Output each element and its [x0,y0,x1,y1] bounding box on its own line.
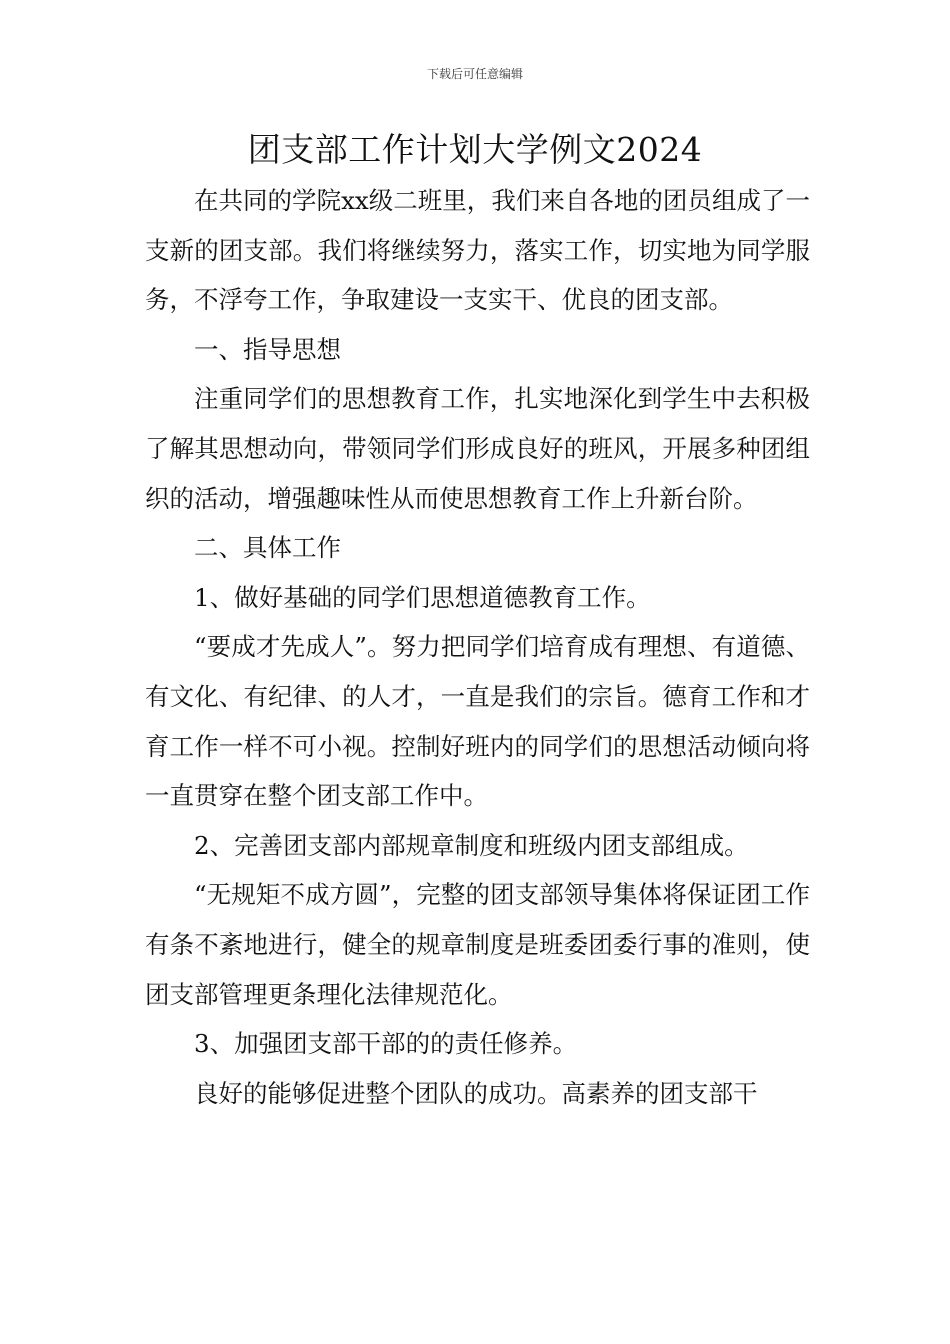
item-2-paragraph: “无规矩不成方圆”，完整的团支部领导集体将保证团工作有条不紊地进行，健全的规章制度是班委团委行事的准则，使团支部管理更条理化法律规范化。 [145,880,810,1009]
heading-specific-work: 二、具体工作 [194,533,341,563]
header-note: 下载后可任意编辑 [426,67,523,81]
paragraph-ideology: 注重同学们的思想教育工作，扎实地深化到学生中去积极了解其思想动向，带领同学们形成良好的班风，开展多种团组织的活动，增强趣味性从而使思想教育工作上升新台阶。 [145,384,810,513]
item-1-paragraph: “要成才先成人”。努力把同学们培育成有理想、有道德、有文化、有纪律、的人才，一直是我们的宗旨。德育工作和才育工作一样不可小视。控制好班内的同学们的思想活动倾向将一直贯穿在整个团支部工作中。 [145,632,810,811]
item-3-paragraph: 良好的能够促进整个团队的成功。高素养的团支部干 [194,1078,758,1108]
item-2-heading: 2、完善团支部内部规章制度和班级内团支部组成。 [194,830,749,860]
document-title: 团支部工作计划大学例文2024 [247,130,703,169]
item-1-heading: 1、做好基础的同学们思想道德教育工作。 [194,582,651,612]
heading-guiding-ideology: 一、指导思想 [194,334,341,364]
paragraph-intro: 在共同的学院xx级二班里，我们来自各地的团员组成了一支新的团支部。我们将继续努力，落实工作，切实地为同学服务，不浮夸工作，争取建设一支实干、优良的团支部。 [145,186,810,315]
item-3-heading: 3、加强团支部干部的的责任修养。 [194,1029,578,1059]
document-body [145,176,810,1118]
